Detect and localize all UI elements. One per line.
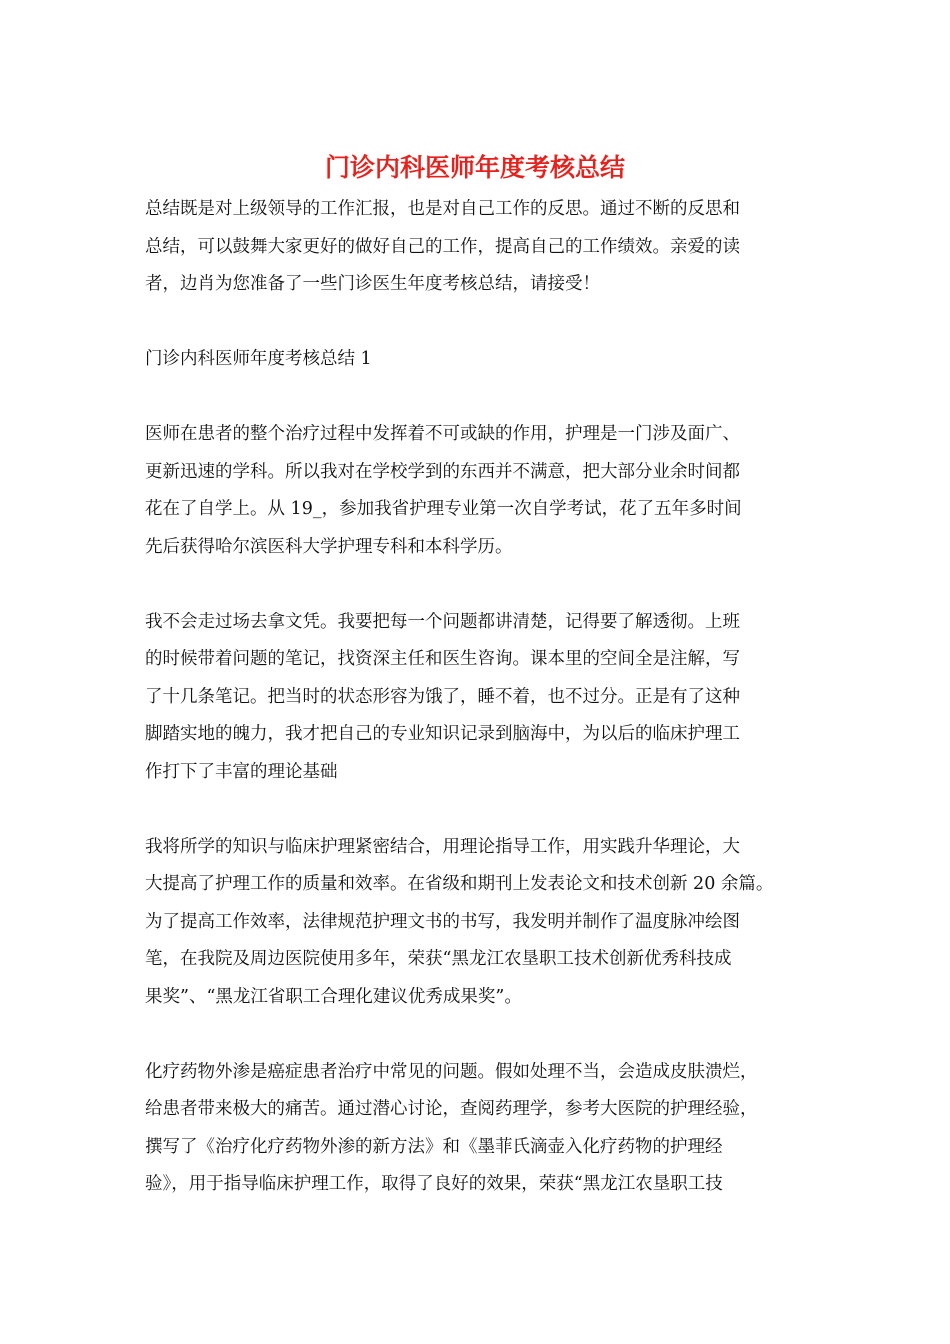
paragraph-gap: [145, 1016, 810, 1054]
paragraph: [145, 416, 810, 566]
section-heading: [145, 341, 810, 379]
text-line: 更新迅速的学科。所以我对在学校学到的东西并不满意，把大部分业余时间都: [145, 461, 740, 482]
paragraph: [145, 1054, 810, 1204]
text-line: 者，边肖为您准备了一些门诊医生年度考核总结，请接受！: [145, 274, 600, 294]
paragraph: [145, 829, 810, 1017]
text-line: 给患者带来极大的痛苦。通过潜心讨论，查阅药理学，参考大医院的护理经验，: [145, 1099, 758, 1119]
text-line: 验》，用于指导临床护理工作，取得了良好的效果，荣获“黑龙江农垦职工技: [145, 1174, 723, 1194]
paragraph-gap: [145, 566, 810, 604]
text-line: 了十几条笔记。把当时的状态形容为饿了，睡不着，也不过分。正是有了这种: [145, 686, 740, 707]
text-line: 为了提高工作效率，法律规范护理文书的书写，我发明并制作了温度脉冲绘图: [145, 911, 740, 932]
paragraph-gap: [145, 304, 810, 342]
text-line: 门诊内科医师年度考核总结 1: [145, 349, 372, 369]
document-body: [145, 191, 810, 1204]
text-line: 先后获得哈尔滨医科大学护理专科和本科学历。: [145, 536, 513, 557]
paragraph-intro: [145, 191, 810, 304]
text-line: 化疗药物外渗是癌症患者治疗中常见的问题。假如处理不当，会造成皮肤溃烂，: [145, 1061, 758, 1082]
paragraph-gap: [145, 791, 810, 829]
text-line: 我将所学的知识与临床护理紧密结合，用理论指导工作，用实践升华理论，大: [145, 836, 740, 857]
paragraph-gap: [145, 379, 810, 417]
text-line: 笔，在我院及周边医院使用多年，荣获“黑龙江农垦职工技术创新优秀科技成: [145, 949, 732, 969]
text-line: 脚踏实地的魄力，我才把自己的专业知识记录到脑海中，为以后的临床护理工: [145, 724, 740, 744]
paragraph: [145, 604, 810, 792]
text-line: 总结，可以鼓舞大家更好的做好自己的工作，提高自己的工作绩效。亲爱的读: [145, 236, 740, 257]
text-line: 医师在患者的整个治疗过程中发挥着不可或缺的作用，护理是一门涉及面广、: [145, 424, 740, 444]
text-line: 撰写了《治疗化疗药物外渗的新方法》和《墨菲氏滴壶入化疗药物的护理经: [145, 1136, 723, 1157]
document-title: 门诊内科医师年度考核总结: [324, 153, 625, 182]
text-line: 果奖”、“黑龙江省职工合理化建议优秀成果奖”。: [145, 986, 522, 1007]
text-line: 作打下了丰富的理论基础: [145, 761, 338, 782]
text-line: 的时候带着问题的笔记，找资深主任和医生咨询。课本里的空间全是注解，写: [145, 649, 740, 669]
text-line: 我不会走过场去拿文凭。我要把每一个问题都讲清楚，记得要了解透彻。上班: [145, 611, 740, 632]
text-line: 大提高了护理工作的质量和效率。在省级和期刊上发表论文和技术创新 20 余篇。: [145, 874, 774, 894]
text-line: 总结既是对上级领导的工作汇报，也是对自己工作的反思。通过不断的反思和: [145, 199, 740, 219]
text-line: 花在了自学上。从 19_，参加我省护理专业第一次自学考试，花了五年多时间: [145, 499, 742, 519]
